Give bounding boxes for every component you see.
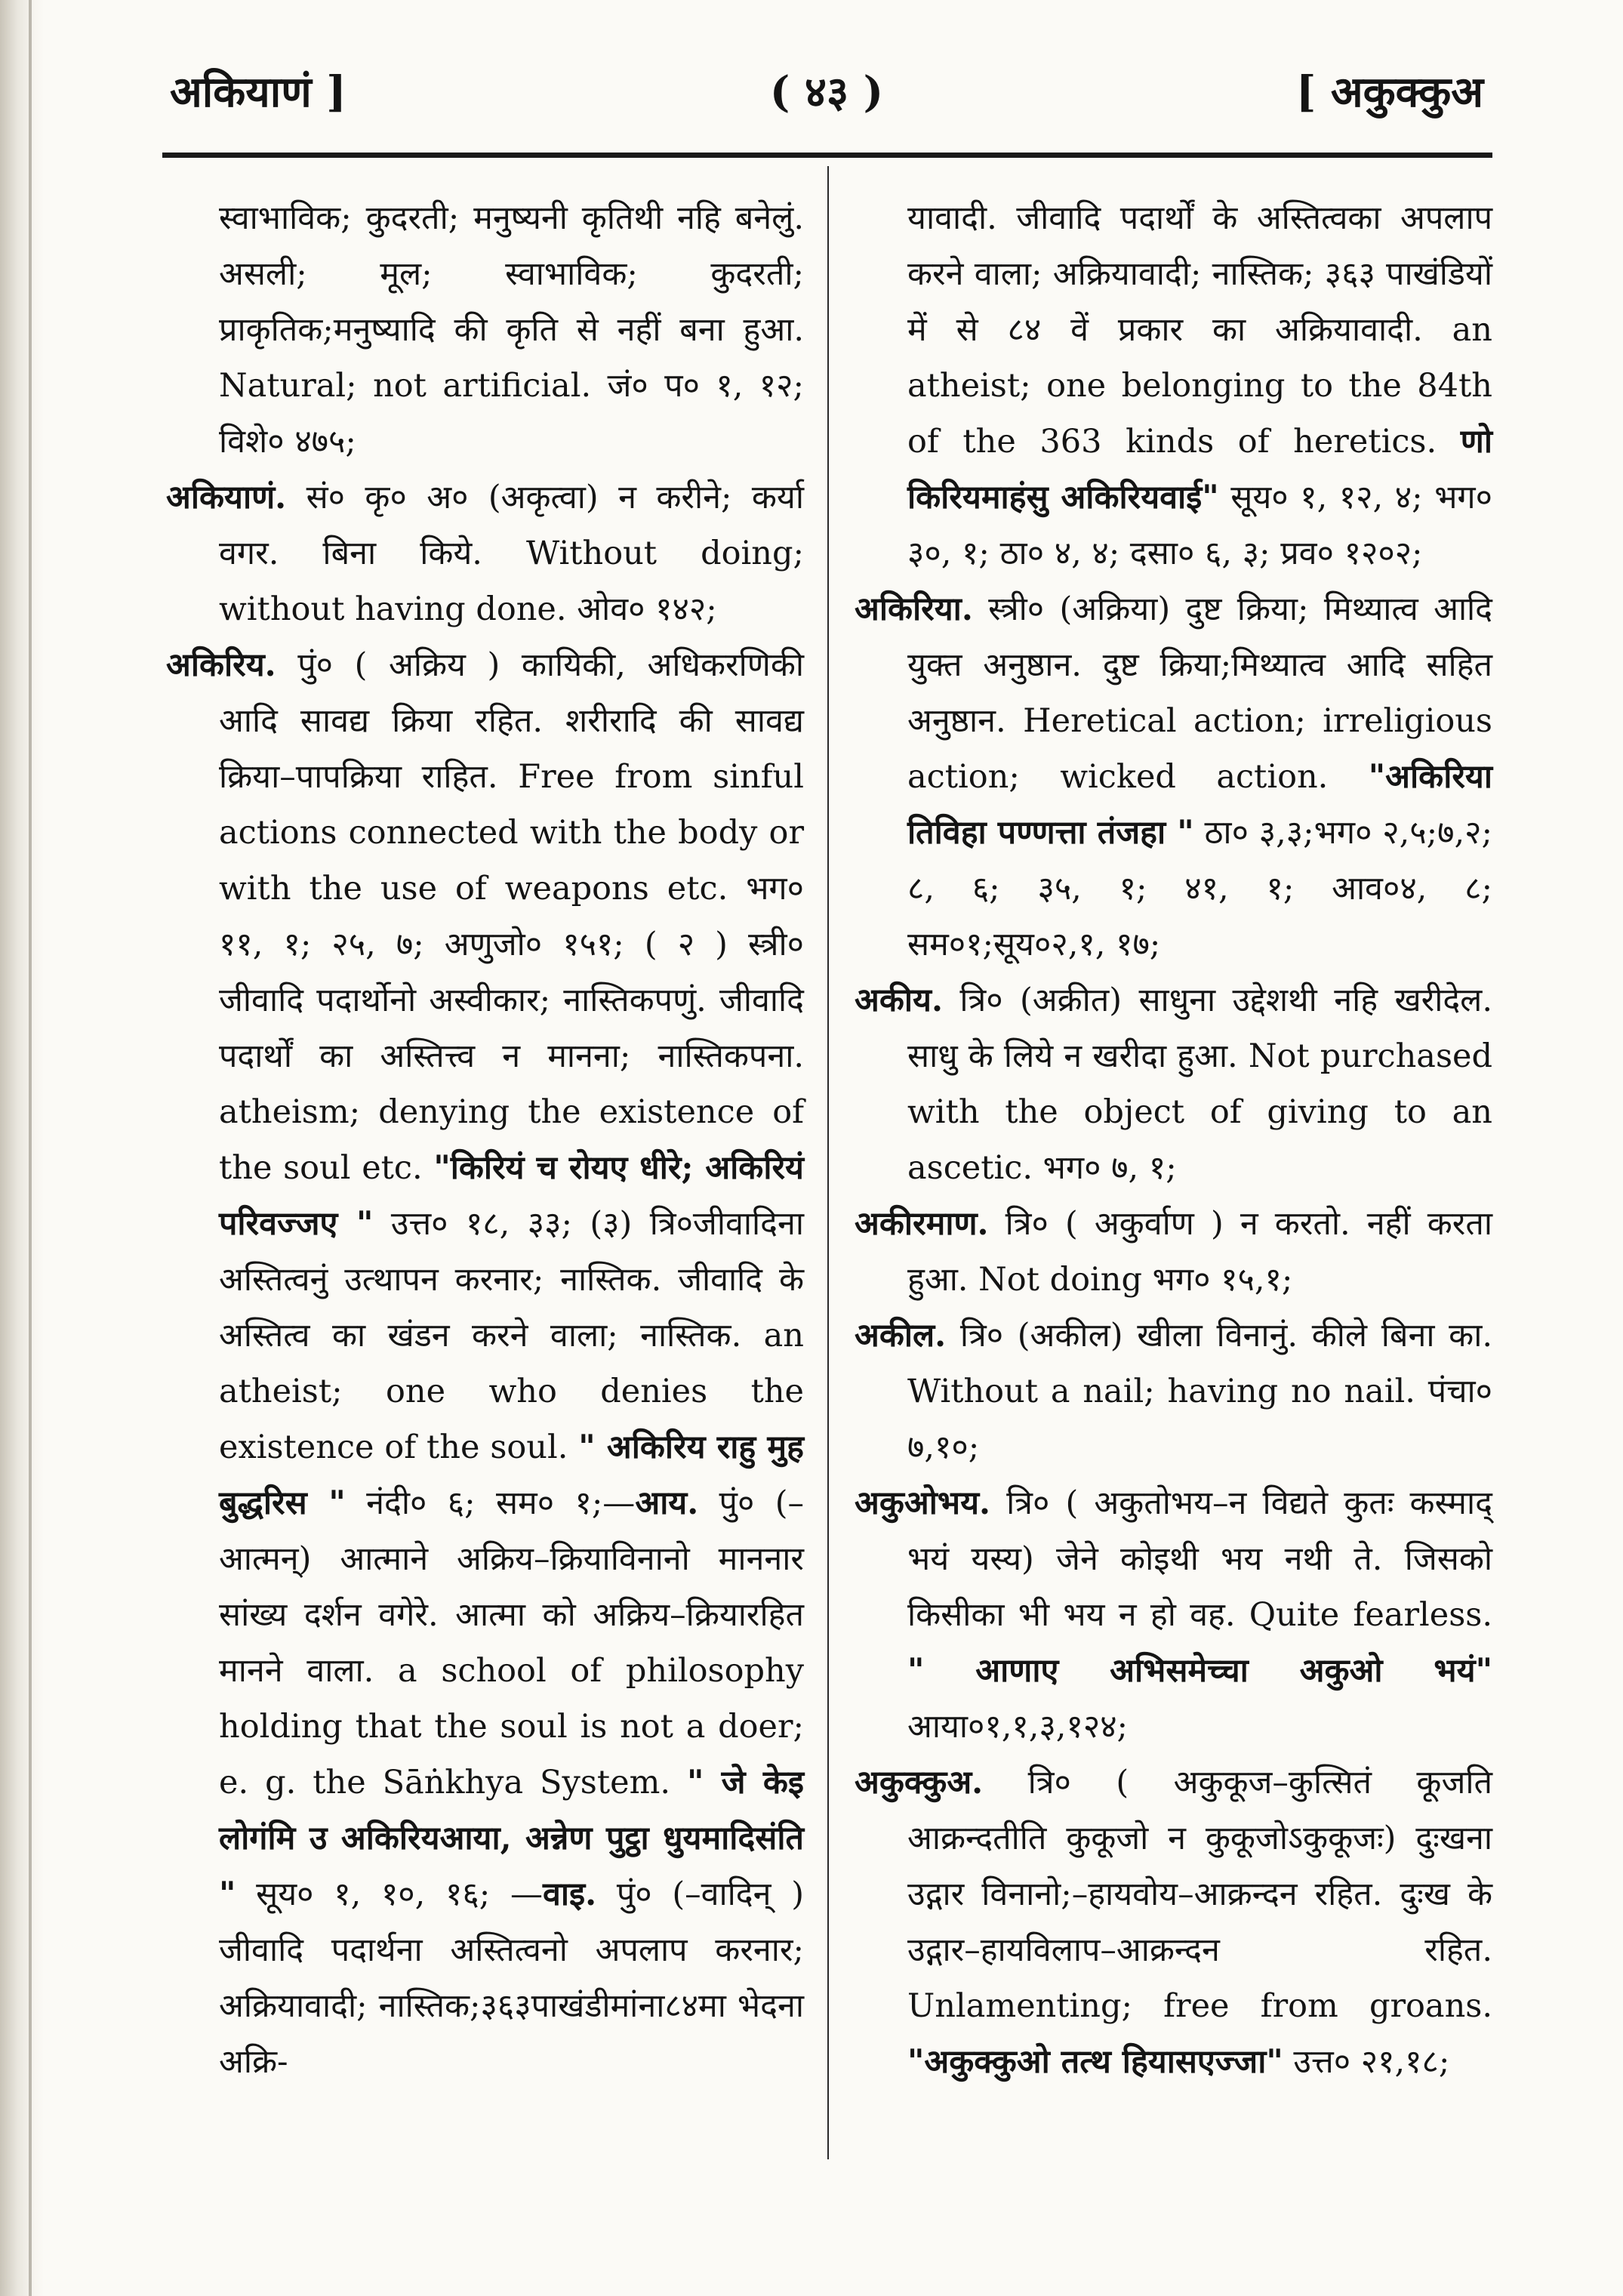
sub-headword: आय. bbox=[635, 1484, 699, 1522]
entry-body: सूय० १, १०, १६; — bbox=[256, 1875, 543, 1913]
column-divider bbox=[827, 166, 829, 2159]
entry-body: त्रि० ( अकुकूज–कुत्सितं कूजति आक्रन्दतीति कुकूजो न कुकूजोऽकुकूजः) दुःखना उद्गार विनानो;–हायवोय–आक्रन्दन रहित. दुःख के उद्गार–हायविलाप–आक्रन्दन रहित. Unlamenting; free from groans. bbox=[907, 1764, 1493, 2025]
dictionary-entry bbox=[855, 1196, 1492, 1308]
entry-refs: आया०१,१,३,१२४; bbox=[907, 1708, 1129, 1746]
entry-body: त्रि० (अक्रीत) साधुना उद्देशथी नहि खरीदेल. साधु के लिये न खरीदा हुआ. Not purchased with the object of giving to an ascetic. भग० ७, १; bbox=[907, 982, 1493, 1187]
continuation-text bbox=[855, 190, 1492, 581]
entry-headword: अकीरमाण. bbox=[855, 1205, 989, 1243]
dictionary-entry bbox=[855, 581, 1492, 972]
entry-body: नंदी० ६; सम० १;— bbox=[366, 1484, 636, 1522]
entry-headword: अकिरिया. bbox=[855, 590, 973, 628]
entry-refs: ठा० ३,३;भग० २,५;७,२; ८, ६; ३५, १; ४१, १; आव०४, ८; सम०१;सूय०२,१, १७; bbox=[907, 814, 1493, 963]
page-header bbox=[162, 59, 1491, 127]
dictionary-entry bbox=[855, 972, 1492, 1196]
entry-body: यावादी. जीवादि पदार्थों के अस्तित्वका अपलाप करने वाला; अक्रियावादी; नास्तिक; ३६३ पाखंडियों में से ८४ वें प्रकार का अक्रियावादी. an atheist; one belonging to the 84th of the 363 kinds of heretics. bbox=[907, 199, 1492, 461]
entry-quote: " आणाए अभिसमेच्चा अकुओ भयं" bbox=[907, 1652, 1492, 1690]
entry-headword: अकील. bbox=[855, 1317, 947, 1354]
header-rule bbox=[162, 153, 1492, 158]
entry-headword: अकिरिय. bbox=[166, 646, 276, 684]
entry-headword: अकीय. bbox=[855, 982, 943, 1019]
entry-headword: अकियाणं. bbox=[166, 479, 287, 516]
entry-refs: उत्त० २१,१८; bbox=[1293, 2043, 1450, 2081]
header-last-word: [ अकुक्कुअ bbox=[1295, 67, 1483, 117]
left-column bbox=[166, 190, 804, 2090]
entry-body: पुं० (–आत्मन्) आत्माने अक्रिय–क्रियाविनानो माननार सांख्य दर्शन वगेरे. आत्मा को अक्रिय–क्रियारहित मानने वाला. a school of philosophy holding that the soul is not a doer; e. g. the Sāṅkhya System. bbox=[219, 1484, 804, 1801]
entry-refs: सूय० १, १२, ४; भग० ३०, १; ठा० ४, ४; दसा० ६, ३; प्रव० १२०२; bbox=[907, 479, 1492, 572]
entry-quote: "अकिरिया तिविहा पण्णत्ता तंजहा " bbox=[907, 758, 1492, 852]
entry-quote: " जे केइ लोगंमि उ अकिरियआया, अन्नेण पुट्ठा धुयमादिसंति " bbox=[219, 1764, 804, 1913]
entry-body: त्रि० ( अकुर्वाण ) न करतो. नहीं करता हुआ. Not doing भग० १५,१; bbox=[907, 1205, 1493, 1299]
binding-shadow-line bbox=[29, 0, 32, 2296]
entry-body: पुं० ( अक्रिय ) कायिकी, अधिकरणिकी आदि सावद्य क्रिया रहित. शरीरादि की सावद्य क्रिया–पापक्रिया राहित. Free from sinful actions connected with the body or with the use of weapons etc. भग० ११, १; २५, ७; अणुजो० १५१; ( २ ) स्त्री० जीवादि पदार्थोनो अस्वीकार; नास्तिकपणुं. जीवादि पदार्थों का अस्तित्त्व न मानना; नास्तिकपना. atheism; denying the existence of the soul etc. bbox=[219, 646, 804, 1187]
page-binding-edge bbox=[0, 0, 44, 2296]
entry-body: त्रि० (अकील) खीला विनानुं. कीले बिना का. Without a nail; having no nail. पंचा० ७,१०; bbox=[907, 1317, 1492, 1466]
entry-quote: " अकिरिय राहु मुह बुद्धरिस " bbox=[219, 1428, 804, 1522]
dictionary-entry bbox=[855, 1755, 1492, 2090]
sub-headword: वाइ. bbox=[542, 1875, 597, 1913]
header-first-word: अकियाणं ] bbox=[170, 67, 346, 117]
entry-headword: अकुक्कुअ. bbox=[855, 1764, 984, 1801]
dictionary-entry bbox=[855, 1308, 1492, 1475]
entry-quote: "किरियं च रोयए धीरे; अकिरियं परिवज्जए " bbox=[219, 1149, 804, 1243]
entry-quote: णो किरियमाहंसु अकिरियवाई" bbox=[907, 423, 1492, 516]
entry-quote: "अकुक्कुओ तत्थ हियासएज्जा" bbox=[907, 2043, 1283, 2081]
entry-body: त्रि० ( अकुतोभय–न विद्यते कुतः कस्माद् भयं यस्य) जेने कोइथी भय नथी ते. जिसको किसीका भी भय न हो वह. Quite fearless. bbox=[907, 1484, 1492, 1634]
entry-body: स्त्री० (अक्रिया) दुष्ट क्रिया; मिथ्यात्व आदि युक्त अनुष्ठान. दुष्ट क्रिया;मिथ्यात्व आदि सहित अनुष्ठान. Heretical action; irreligious action; wicked action. bbox=[907, 590, 1493, 796]
entry-headword: अकुओभय. bbox=[855, 1484, 991, 1522]
dictionary-entry bbox=[855, 1475, 1492, 1755]
entry-body: पुं० (–वादिन् ) जीवादि पदार्थना अस्तित्वनो अपलाप करनार; अक्रियावादी; नास्तिक;३६३पाखंडीमांना८४मा भेदना अक्रि- bbox=[219, 1875, 804, 2081]
page-number: ( ४३ ) bbox=[769, 67, 884, 117]
dictionary-entry bbox=[166, 637, 804, 2090]
dictionary-entry bbox=[166, 470, 804, 637]
entry-body: सं० कृ० अ० (अकृत्वा) न करीने; कर्या वगर. बिना किये. Without doing; without having done. ओव० १४२; bbox=[219, 479, 805, 628]
right-column bbox=[855, 190, 1492, 2090]
continuation-text: स्वाभाविक; कुदरती; मनुष्यनी कृतिथी नहि बनेलुं. असली; मूल; स्वाभाविक; कुदरती; प्राकृतिक;मनुष्यादि की कृति से नहीं बना हुआ. Natural; not artificial. जं० प० १, १२; विशे० ४७५; bbox=[219, 199, 804, 461]
entry-body: उत्त० १८, ३३; (३) त्रि०जीवादिना अस्तित्वनुं उत्थापन करनार; नास्तिक. जीवादि के अस्तित्व का खंडन करने वाला; नास्तिक. an atheist; one who denies the existence of the soul. bbox=[219, 1205, 804, 1466]
